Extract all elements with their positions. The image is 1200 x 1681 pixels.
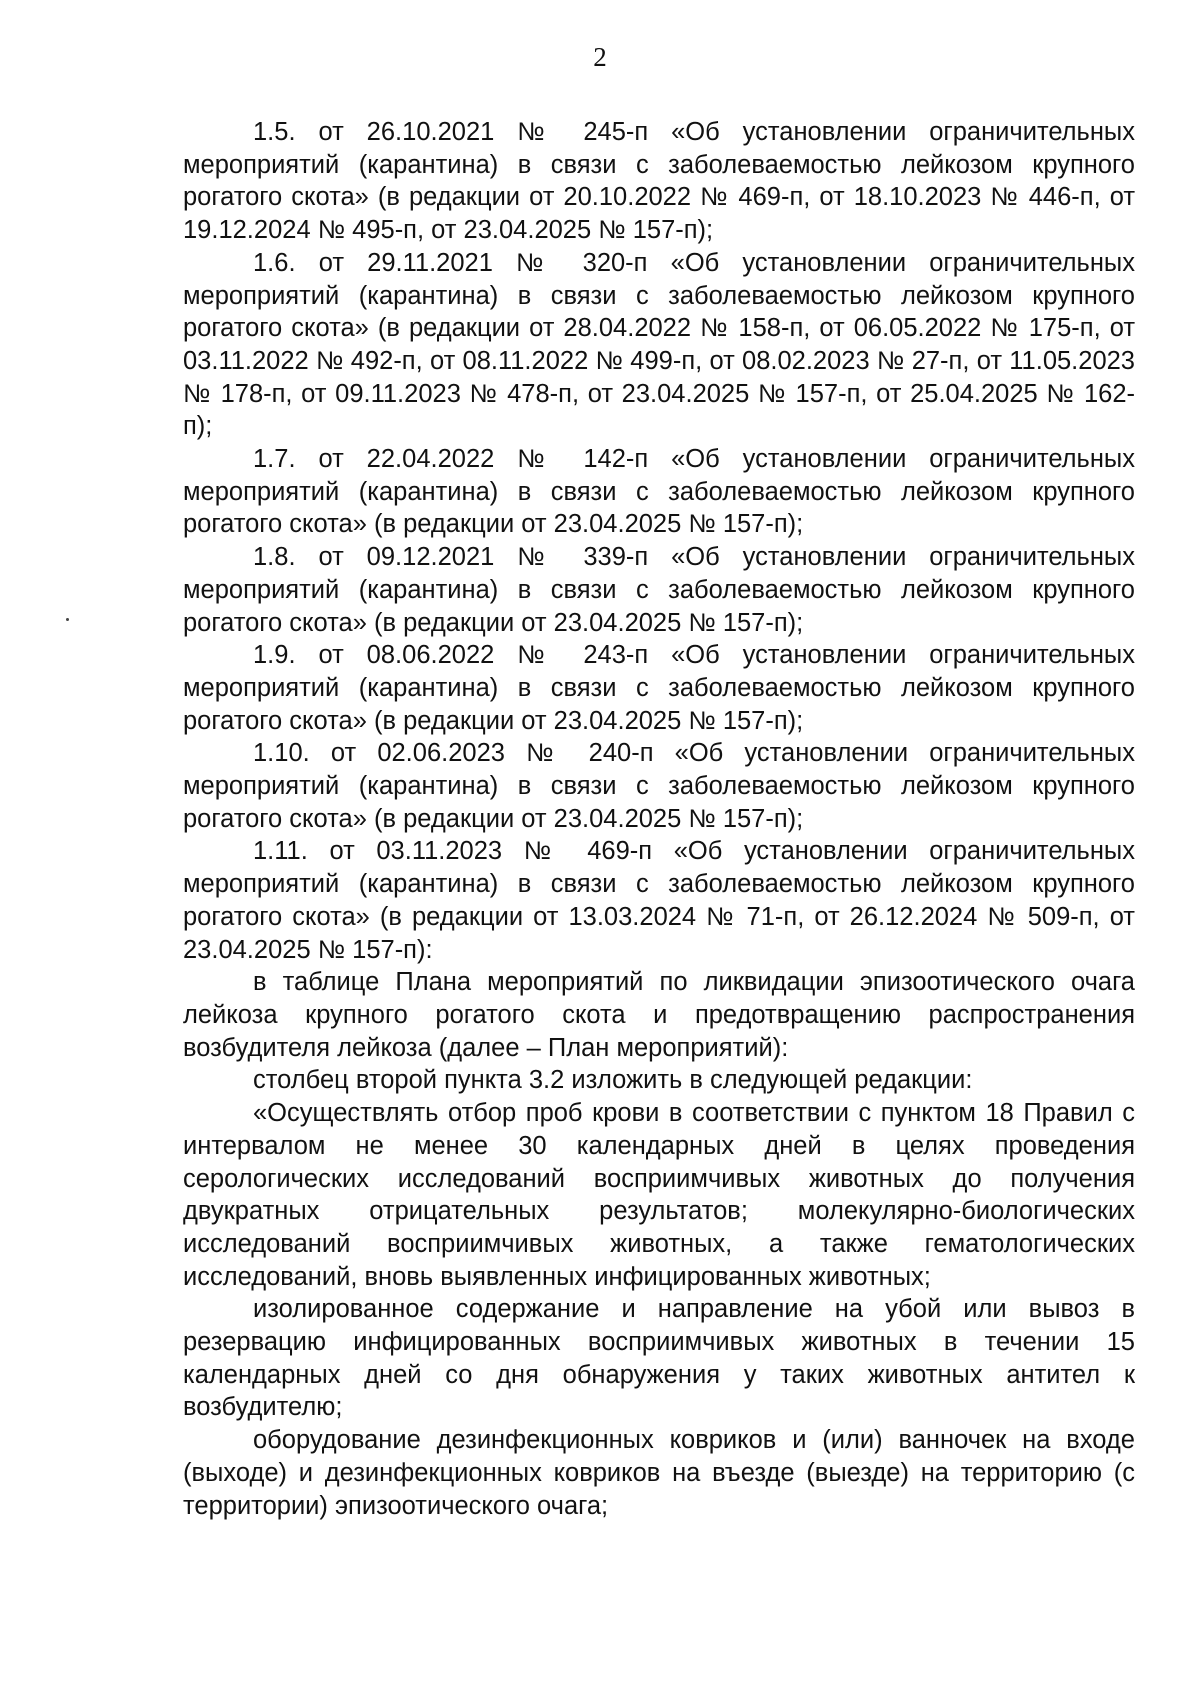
scan-speck [66, 618, 69, 621]
paragraph-1-10: 1.10. от 02.06.2023 № 240-п «Об установлении ограничительных мероприятий (карантина) в связи с заболеваемостью лейкозом крупного рогатого скота» (в редакции от 23.04.2025 № 157-п); [183, 739, 1135, 833]
paragraph-1-7: 1.7. от 22.04.2022 № 142-п «Об установлении ограничительных мероприятий (карантина) в связи с заболеваемостью лейкозом крупного рогатого скота» (в редакции от 23.04.2025 № 157-п); [183, 445, 1135, 539]
paragraph-1-9: 1.9. от 08.06.2022 № 243-п «Об установлении ограничительных мероприятий (карантина) в связи с заболеваемостью лейкозом крупного рогатого скота» (в редакции от 23.04.2025 № 157-п); [183, 641, 1135, 735]
paragraph-1-6: 1.6. от 29.11.2021 № 320-п «Об установлении ограничительных мероприятий (карантина) в связи с заболеваемостью лейкозом крупного рогатого скота» (в редакции от 28.04.2022 № 158-п, от 06.05.2022 № 175-п, от 03.11.2022 № 492-п, от 08.11.2022 № 499-п, от 08.02.2023 № 27-п, от 11.05.2023 № 178-п, от 09.11.2023 № 478-п, от 23.04.2025 № 157-п, от 25.04.2025 № 162-п); [183, 248, 1135, 441]
paragraph-1-5: 1.5. от 26.10.2021 № 245-п «Об установлении ограничительных мероприятий (карантина) в связи с заболеваемостью лейкозом крупного рогатого скота» (в редакции от 20.10.2022 № 469-п, от 18.10.2023 № 446-п, от 19.12.2024 № 495-п, от 23.04.2025 № 157-п); [183, 118, 1135, 245]
paragraph-1-11: 1.11. от 03.11.2023 № 469-п «Об установлении ограничительных мероприятий (карантина) в связи с заболеваемостью лейкозом крупного рогатого скота» (в редакции от 13.03.2024 № 71-п, от 26.12.2024 № 509-п, от 23.04.2025 № 157-п): [183, 837, 1135, 964]
document-body [183, 116, 1135, 1522]
paragraph-plan-table: в таблице Плана мероприятий по ликвидации эпизоотического очага лейкоза крупного рогатого скота и предотвращению распространения возбудителя лейкоза (далее – План мероприятий): [183, 968, 1135, 1062]
paragraph-1-8: 1.8. от 09.12.2021 № 339-п «Об установлении ограничительных мероприятий (карантина) в связи с заболеваемостью лейкозом крупного рогатого скота» (в редакции от 23.04.2025 № 157-п); [183, 543, 1135, 637]
paragraph-isolation: изолированное содержание и направление на убой или вывоз в резервацию инфицированных восприимчивых животных в течении 15 календарных дней со дня обнаружения у таких животных антител к возбудителю; [183, 1295, 1135, 1422]
paragraph-disinfection: оборудование дезинфекционных ковриков и (или) ванночек на входе (выходе) и дезинфекционных ковриков на въезде (выезде) на территорию (с территории) эпизоотического очага; [183, 1426, 1135, 1520]
page-number: 2 [593, 42, 607, 72]
paragraph-blood-sampling: «Осуществлять отбор проб крови в соответствии с пунктом 18 Правил с интервалом не менее 30 календарных дней в целях проведения серологических исследований восприимчивых животных до получения двукратных отрицательных результатов; молекулярно-биологических исследований восприимчивых животных, а также гематологических исследований, вновь выявленных инфицированных животных; [183, 1099, 1135, 1291]
paragraph-column-instruction: столбец второй пункта 3.2 изложить в следующей редакции: [253, 1066, 973, 1095]
